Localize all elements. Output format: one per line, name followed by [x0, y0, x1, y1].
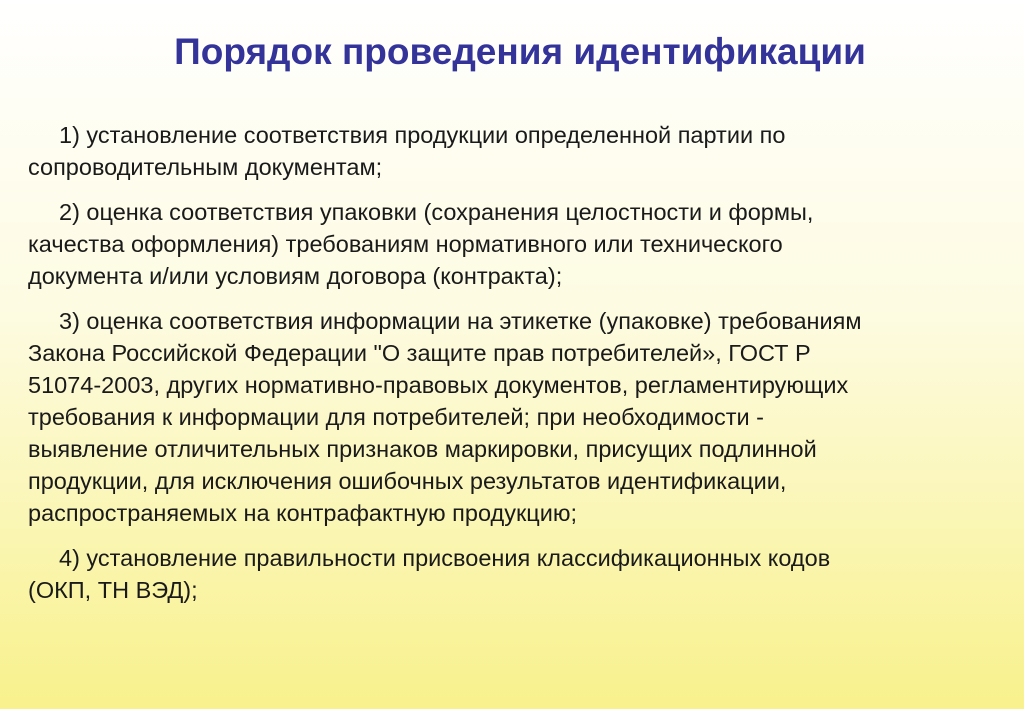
slide-body [28, 119, 958, 619]
list-item-4 [28, 542, 958, 606]
list-item-2 [28, 196, 958, 292]
line: распространяемых на контрафактную продукцию; [28, 500, 578, 526]
line: 1) установление соответствия продукции определенной партии по [59, 122, 786, 148]
list-item-3 [28, 305, 958, 529]
line: сопроводительным документам; [28, 154, 383, 180]
line: 3) оценка соответствия информации на этикетке (упаковке) требованиям [59, 308, 862, 334]
line: 51074-2003, других нормативно-правовых документов, регламентирующих [28, 372, 849, 398]
line: Закона Российской Федерации "О защите прав потребителей», ГОСТ Р [28, 340, 811, 366]
line: 2) оценка соответствия упаковки (сохранения целостности и формы, [59, 199, 814, 225]
line: качества оформления) требованиям нормативного или технического [28, 231, 783, 257]
line: (ОКП, ТН ВЭД); [28, 577, 198, 603]
line: требования к информации для потребителей; при необходимости - [28, 404, 764, 430]
line: 4) установление правильности присвоения классификационных кодов [59, 545, 831, 571]
list-item-1 [28, 119, 958, 183]
line: продукции, для исключения ошибочных результатов идентификации, [28, 468, 787, 494]
line: выявление отличительных признаков маркировки, присущих подлинной [28, 436, 817, 462]
line: документа и/или условиям договора (контракта); [28, 263, 563, 289]
slide-title: Порядок проведения идентификации [174, 31, 866, 72]
